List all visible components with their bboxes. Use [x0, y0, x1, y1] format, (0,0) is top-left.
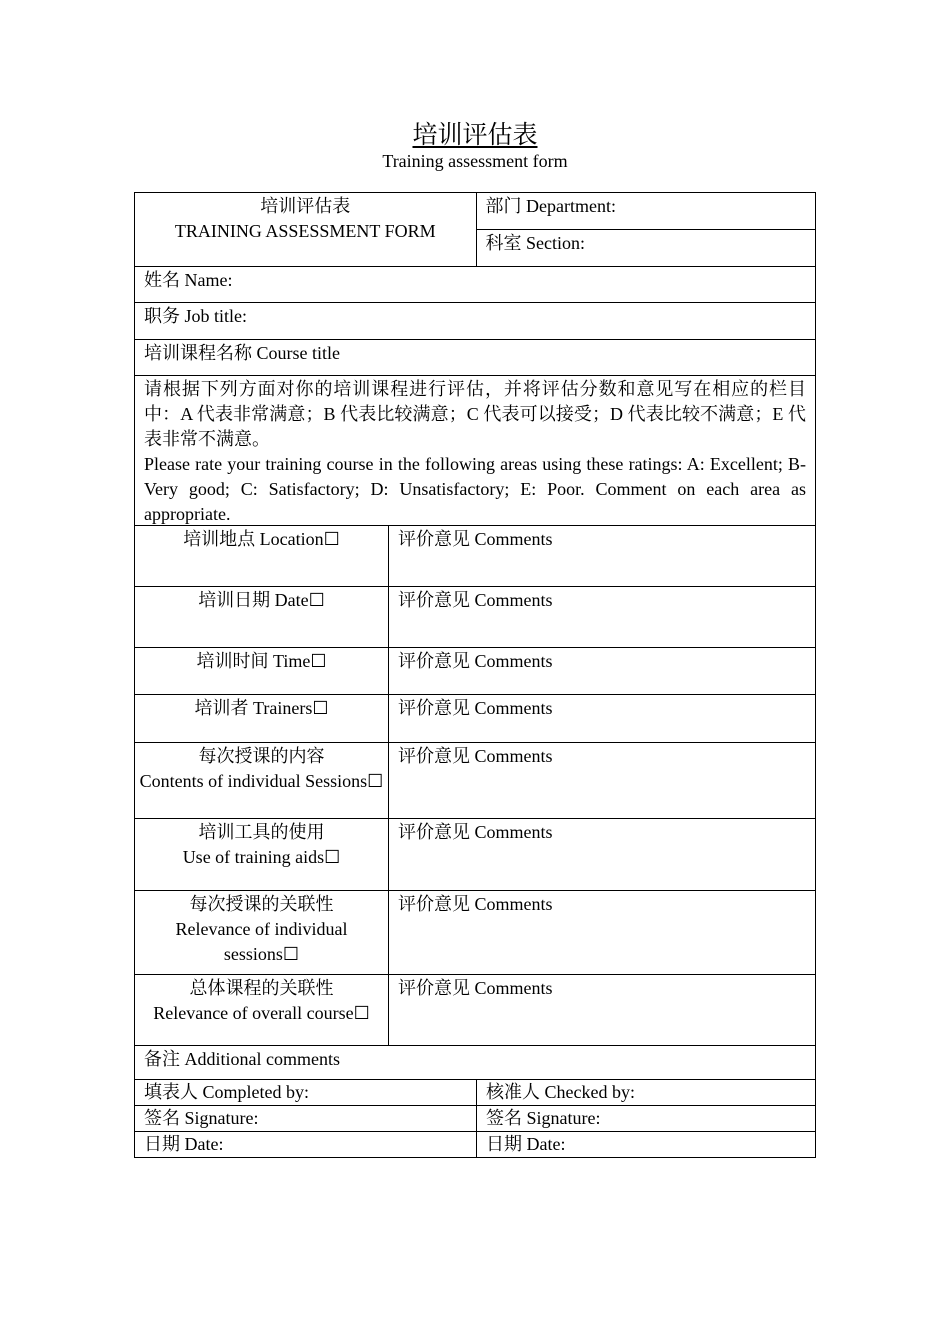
completed-checked-row	[135, 1080, 815, 1106]
form-heading-en: TRAINING ASSESSMENT FORM	[174, 221, 436, 241]
criteria-label-en[interactable]: 培训日期 Date☐	[198, 590, 325, 610]
additional-comments-row	[135, 1046, 815, 1080]
date-right-field[interactable]: 日期 Date:	[476, 1132, 815, 1157]
criteria-label-en[interactable]: 培训时间 Time☐	[196, 651, 327, 671]
instructions-row	[135, 376, 815, 526]
criteria-comments[interactable]: 评价意见 Comments	[388, 891, 815, 974]
page-title	[0, 121, 950, 151]
assessment-form-table	[134, 192, 816, 1158]
page-title-text: 培训评估表	[412, 122, 538, 149]
criteria-row	[135, 526, 815, 587]
department-field[interactable]: 部门 Department:	[485, 196, 616, 216]
section-field[interactable]: 科室 Section:	[477, 229, 815, 265]
criteria-row	[135, 819, 815, 891]
form-header-row	[135, 193, 815, 267]
course-title-field[interactable]: 培训课程名称 Course title	[144, 343, 340, 363]
criteria-label-cn: 每次授课的内容	[198, 746, 325, 766]
checked-by-field[interactable]: 核准人 Checked by:	[476, 1080, 815, 1105]
criteria-label-en[interactable]: Relevance of individual sessions☐	[175, 919, 348, 964]
instructions-en: Please rate your training course in the following areas using these ratings: A: Excellent; B-Very good; C: Satisfactory; D: Unsatisfactory; E: Poor. Comment on each area as appropriate.	[144, 454, 806, 524]
criteria-comments[interactable]: 评价意见 Comments	[388, 695, 815, 742]
date-left-field[interactable]: 日期 Date:	[144, 1134, 224, 1154]
signature-row	[135, 1106, 815, 1132]
criteria-row	[135, 695, 815, 743]
job-title-field[interactable]: 职务 Job title:	[144, 306, 247, 326]
criteria-label-cn: 总体课程的关联性	[189, 978, 334, 998]
criteria-comments[interactable]: 评价意见 Comments	[388, 526, 815, 586]
criteria-label	[135, 648, 388, 694]
criteria-label-en[interactable]: 培训者 Trainers☐	[194, 698, 329, 718]
criteria-label	[135, 526, 388, 586]
criteria-label-en[interactable]: 培训地点 Location☐	[183, 529, 340, 549]
criteria-label	[135, 819, 388, 890]
criteria-label	[135, 743, 388, 818]
criteria-label-cn: 每次授课的关联性	[189, 894, 334, 914]
criteria-row	[135, 743, 815, 819]
criteria-label	[135, 975, 388, 1045]
criteria-label	[135, 891, 388, 974]
job-title-row	[135, 303, 815, 340]
criteria-label	[135, 587, 388, 647]
criteria-label	[135, 695, 388, 742]
name-row	[135, 267, 815, 303]
criteria-comments[interactable]: 评价意见 Comments	[388, 975, 815, 1045]
criteria-comments[interactable]: 评价意见 Comments	[388, 587, 815, 647]
form-heading-cn: 培训评估表	[260, 196, 351, 216]
additional-comments-field[interactable]: 备注 Additional comments	[144, 1049, 340, 1069]
criteria-comments[interactable]: 评价意见 Comments	[388, 648, 815, 694]
criteria-label-en[interactable]: Contents of individual Sessions☐	[139, 771, 384, 791]
criteria-comments[interactable]: 评价意见 Comments	[388, 743, 815, 818]
dept-section-cell	[476, 193, 815, 266]
signature-left-field[interactable]: 签名 Signature:	[144, 1108, 259, 1128]
criteria-row	[135, 587, 815, 648]
completed-by-field[interactable]: 填表人 Completed by:	[144, 1082, 309, 1102]
criteria-row	[135, 648, 815, 695]
signature-right-field[interactable]: 签名 Signature:	[476, 1106, 815, 1131]
criteria-row	[135, 975, 815, 1046]
criteria-label-en[interactable]: Relevance of overall course☐	[153, 1003, 370, 1023]
name-field[interactable]: 姓名 Name:	[144, 270, 233, 290]
criteria-row	[135, 891, 815, 975]
instructions-cn: 请根据下列方面对你的培训课程进行评估，并将评估分数和意见写在相应的栏目中：A 代表非常满意；B 代表比较满意；C 代表可以接受；D 代表比较不满意；E 代表非常不满意。	[144, 379, 806, 449]
criteria-comments[interactable]: 评价意见 Comments	[388, 819, 815, 890]
criteria-label-cn: 培训工具的使用	[198, 822, 325, 842]
page-subtitle: Training assessment form	[382, 151, 568, 171]
form-heading-cell	[135, 193, 476, 266]
course-title-row	[135, 340, 815, 376]
instructions-cell	[135, 376, 815, 525]
date-row	[135, 1132, 815, 1157]
criteria-label-en[interactable]: Use of training aids☐	[182, 847, 341, 867]
